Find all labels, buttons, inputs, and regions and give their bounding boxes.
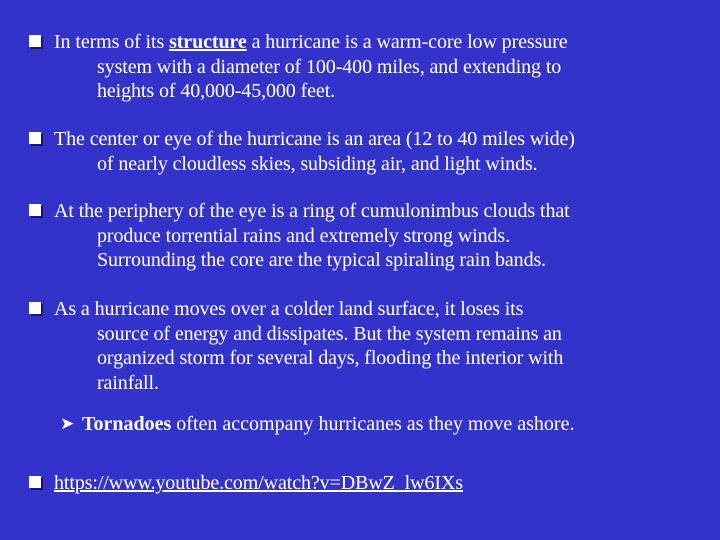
arrow-bullet-icon: ➤ — [60, 414, 75, 434]
bullet-landfall-line-1: As a hurricane moves over a colder land surface, it loses its — [54, 298, 524, 320]
bullet-structure — [30, 30, 700, 104]
sub-bullet-tornadoes — [60, 412, 574, 438]
youtube-link[interactable]: https://www.youtube.com/watch?v=DBwZ_lw6IXs — [54, 472, 463, 494]
structure-emphasis: structure — [169, 31, 247, 53]
bullet-landfall — [30, 297, 700, 395]
bullet-periphery-line-3: Surrounding the core are the typical spiraling rain bands. — [97, 249, 547, 271]
bullet-video-link — [30, 471, 700, 496]
bullet-periphery-line-1: At the periphery of the eye is a ring of cumulonimbus clouds that — [54, 200, 570, 222]
square-checkbox-bullet-icon — [29, 302, 41, 314]
bullet-periphery — [30, 199, 700, 273]
bullet-landfall-line-4: rainfall. — [97, 371, 159, 394]
bullet-landfall-line-2: source of energy and dissipates. But the system remains an — [97, 322, 562, 345]
bullet-eye — [30, 127, 700, 176]
square-checkbox-bullet-icon — [29, 35, 41, 47]
square-checkbox-bullet-icon — [29, 132, 41, 144]
square-checkbox-bullet-icon — [29, 204, 41, 216]
tornadoes-emphasis: Tornadoes — [82, 413, 172, 435]
bullet-eye-line-2: of nearly cloudless skies, subsiding air, and light winds. — [97, 152, 538, 175]
bullet-periphery-line-2: produce torrential rains and extremely strong winds. — [97, 224, 511, 247]
bullet-structure-line-1 — [30, 30, 700, 55]
text-run: In terms of its — [54, 31, 170, 53]
text-run: often accompany hurricanes as they move ashore. — [171, 413, 575, 435]
bullet-eye-line-1: The center or eye of the hurricane is an area (12 to 40 miles wide) — [54, 128, 575, 150]
bullet-structure-line-2: system with a diameter of 100-400 miles, and extending to — [97, 55, 562, 78]
square-checkbox-bullet-icon — [29, 476, 41, 488]
text-run: a hurricane is a warm-core low pressure — [246, 31, 568, 53]
bullet-structure-line-3: heights of 40,000-45,000 feet. — [97, 80, 336, 102]
bullet-landfall-line-3: organized storm for several days, flooding the interior with — [97, 347, 564, 369]
